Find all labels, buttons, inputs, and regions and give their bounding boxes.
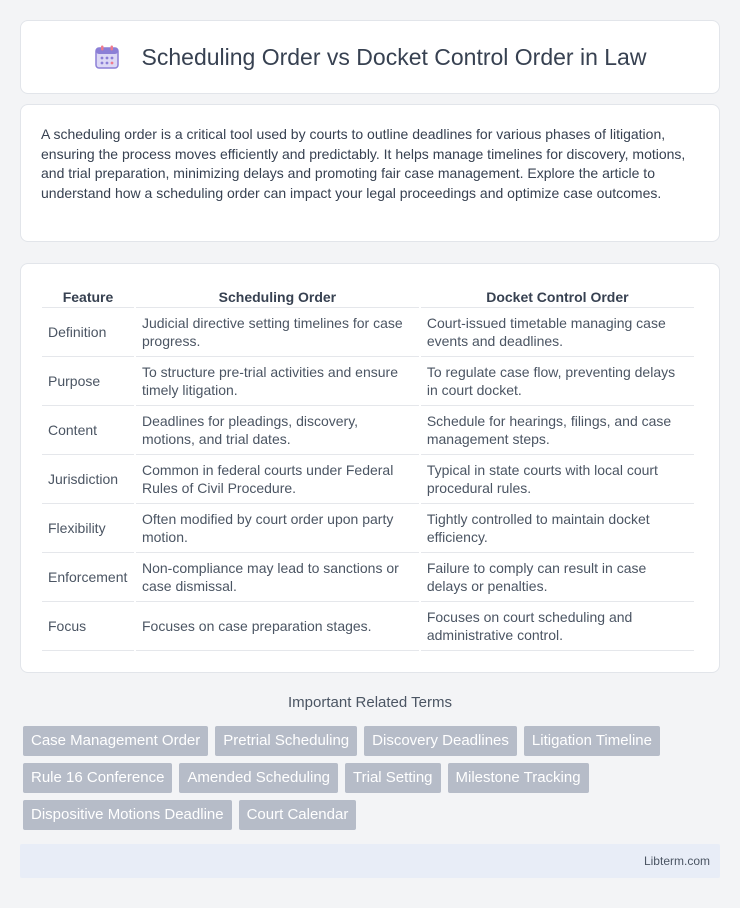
header-scheduling-order: Scheduling Order (136, 286, 419, 308)
docket-cell: To regulate case flow, preventing delays in court docket. (421, 357, 694, 406)
table-row (42, 406, 694, 455)
table-row (42, 504, 694, 553)
footer-brand-link[interactable]: Libterm.com (643, 854, 710, 868)
table-row (42, 602, 694, 651)
scheduling-cell: Often modified by court order upon party motion. (136, 504, 419, 553)
feature-cell: Focus (42, 602, 134, 651)
related-term-tag[interactable]: Court Calendar (239, 800, 357, 830)
intro-card (20, 104, 720, 242)
related-term-tag[interactable]: Case Management Order (23, 726, 208, 756)
table-header-row (42, 286, 694, 308)
scheduling-cell: Judicial directive setting timelines for case progress. (136, 308, 419, 357)
docket-cell: Failure to comply can result in case delays or penalties. (421, 553, 694, 602)
related-term-tag[interactable]: Trial Setting (345, 763, 440, 793)
related-term-tag[interactable]: Rule 16 Conference (23, 763, 172, 793)
related-terms-list (23, 726, 723, 830)
scheduling-cell: Common in federal courts under Federal Rules of Civil Procedure. (136, 455, 419, 504)
feature-cell: Enforcement (42, 553, 134, 602)
feature-cell: Content (42, 406, 134, 455)
related-term-tag[interactable]: Amended Scheduling (179, 763, 338, 793)
table-row (42, 455, 694, 504)
table-row (42, 357, 694, 406)
header-docket-control-order: Docket Control Order (421, 286, 694, 308)
related-term-tag[interactable]: Dispositive Motions Deadline (23, 800, 232, 830)
related-term-tag[interactable]: Litigation Timeline (524, 726, 660, 756)
docket-cell: Focuses on court scheduling and administrative control. (421, 602, 694, 651)
related-term-tag[interactable]: Pretrial Scheduling (215, 726, 357, 756)
docket-cell: Schedule for hearings, filings, and case management steps. (421, 406, 694, 455)
docket-cell: Typical in state courts with local court procedural rules. (421, 455, 694, 504)
table-row (42, 553, 694, 602)
title-card (20, 20, 720, 94)
feature-cell: Jurisdiction (42, 455, 134, 504)
table-row (42, 308, 694, 357)
related-term-tag[interactable]: Discovery Deadlines (364, 726, 517, 756)
docket-cell: Court-issued timetable managing case events and deadlines. (421, 308, 694, 357)
footer (20, 844, 720, 878)
comparison-card (20, 263, 720, 673)
docket-cell: Tightly controlled to maintain docket efficiency. (421, 504, 694, 553)
feature-cell: Purpose (42, 357, 134, 406)
scheduling-cell: Deadlines for pleadings, discovery, motions, and trial dates. (136, 406, 419, 455)
header-feature: Feature (42, 286, 134, 308)
scheduling-cell: Non-compliance may lead to sanctions or case dismissal. (136, 553, 419, 602)
calendar-icon (94, 44, 120, 70)
related-term-tag[interactable]: Milestone Tracking (448, 763, 589, 793)
intro-paragraph: A scheduling order is a critical tool used by courts to outline deadlines for various phases of litigation, ensuring the process moves efficiently and predictably. It helps manage timelines for discovery, motions, and trial preparation, minimizing delays and promoting fair case management. Explore the article to understand how a scheduling order can impact your legal proceedings and optimize case outcomes. (41, 126, 686, 201)
feature-cell: Definition (42, 308, 134, 357)
scheduling-cell: To structure pre-trial activities and ensure timely litigation. (136, 357, 419, 406)
related-terms-heading: Important Related Terms (288, 694, 452, 711)
page-title: Scheduling Order vs Docket Control Order in Law (141, 43, 647, 70)
scheduling-cell: Focuses on case preparation stages. (136, 602, 419, 651)
feature-cell: Flexibility (42, 504, 134, 553)
comparison-table (40, 286, 696, 651)
